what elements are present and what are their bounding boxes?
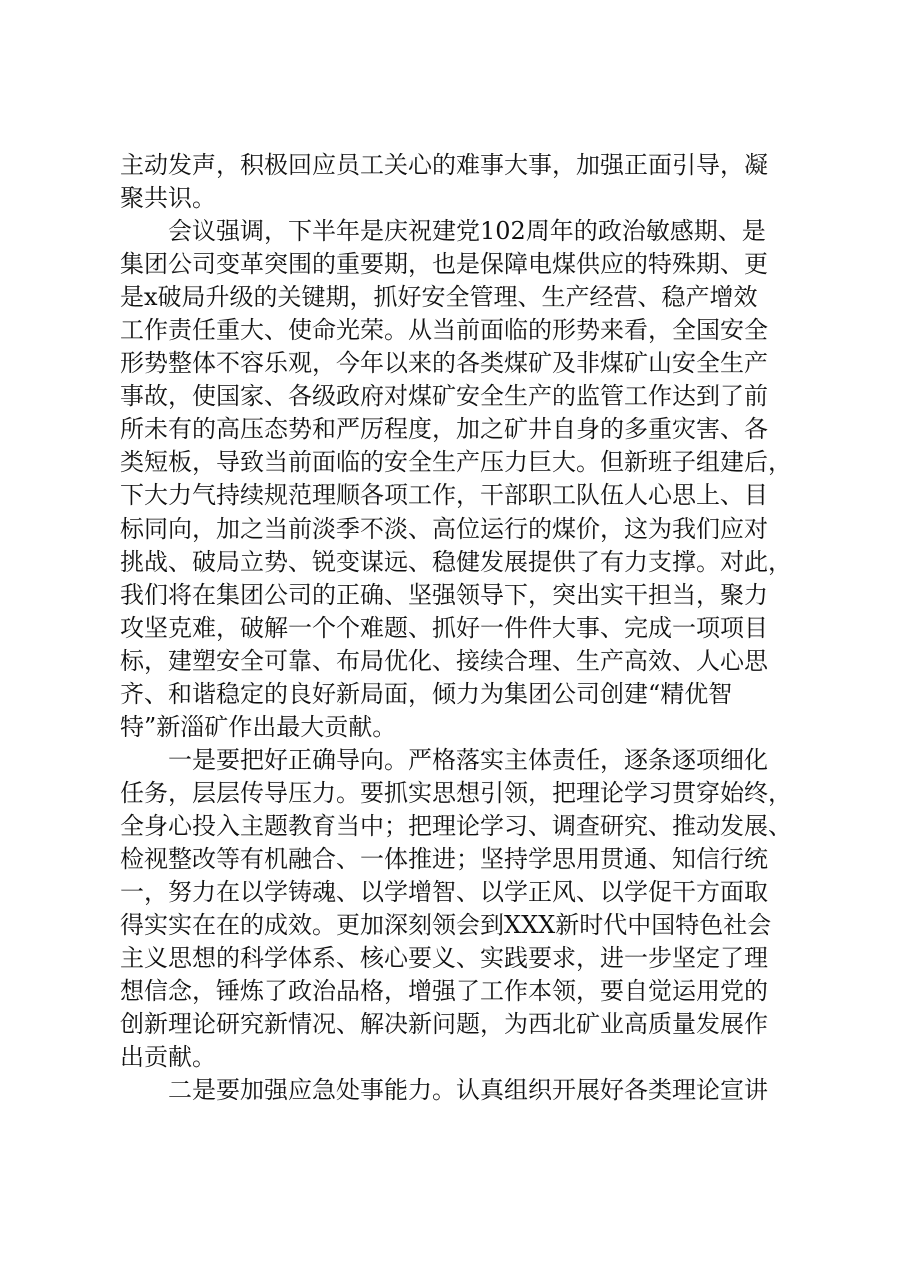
text-line: 工作责任重大、使命光荣。从当前面临的形势来看，全国安全 bbox=[120, 316, 768, 345]
text-line: 齐、和谐稳定的良好新局面，倾力为集团公司创建“精优智 bbox=[120, 679, 733, 708]
text-line: 一，努力在以学铸魂、以学增智、以学正风、以学促干方面取 bbox=[120, 878, 768, 907]
text-line: 得实实在在的成效。更加深刻领会到XXX新时代中国特色社会 bbox=[120, 911, 772, 940]
text-line: 下大力气持续规范理顺各项工作，干部职工队伍人心思上、目 bbox=[120, 481, 768, 510]
text-line: 挑战、破局立势、锐变谋远、稳健发展提供了有力支撑。对此， bbox=[120, 547, 792, 576]
text-line: 聚共识。 bbox=[120, 184, 216, 213]
text-line: 标，建塑安全可靠、布局优化、接续合理、生产高效、人心思 bbox=[120, 646, 768, 675]
text-line: 类短板，导致当前面临的安全生产压力巨大。但新班子组建后， bbox=[120, 448, 792, 477]
text-line: 一是要把好正确导向。严格落实主体责任，逐条逐项细化 bbox=[168, 745, 768, 774]
text-line: 形势整体不容乐观，今年以来的各类煤矿及非煤矿山安全生产 bbox=[120, 349, 768, 378]
text-line: 全身心投入主题教育当中；把理论学习、调查研究、推动发展、 bbox=[120, 811, 792, 840]
text-line: 集团公司变革突围的重要期，也是保障电煤供应的特殊期、更 bbox=[120, 250, 768, 279]
text-line: 出贡献。 bbox=[120, 1043, 216, 1072]
text-line: 主义思想的科学体系、核心要义、实践要求，进一步坚定了理 bbox=[120, 944, 768, 973]
text-line: 检视整改等有机融合、一体推进；坚持学思用贯通、知信行统 bbox=[120, 844, 768, 873]
text-line: 想信念，锤炼了政治品格，增强了工作本领，要自觉运用党的 bbox=[120, 977, 768, 1006]
text-line: 会议强调，下半年是庆祝建党102周年的政治敏感期、是 bbox=[168, 217, 766, 246]
text-line: 所未有的高压态势和严厉程度，加之矿井自身的多重灾害、各 bbox=[120, 415, 768, 444]
text-line: 标同向，加之当前淡季不淡、高位运行的煤价，这为我们应对 bbox=[120, 514, 768, 543]
text-line: 事故，使国家、各级政府对煤矿安全生产的监管工作达到了前 bbox=[120, 382, 768, 411]
text-line: 我们将在集团公司的正确、坚强领导下，突出实干担当，聚力 bbox=[120, 580, 768, 609]
text-line: 攻坚克难，破解一个个难题、抓好一件件大事、完成一项项目 bbox=[120, 613, 768, 642]
text-line: 二是要加强应急处事能力。认真组织开展好各类理论宣讲 bbox=[168, 1076, 768, 1105]
text-line: 任务，层层传导压力。要抓实思想引领，把理论学习贯穿始终， bbox=[120, 778, 792, 807]
text-line: 主动发声，积极回应员工关心的难事大事，加强正面引导，凝 bbox=[120, 151, 768, 179]
text-line: 特”新淄矿作出最大贡献。 bbox=[120, 712, 397, 741]
text-line: 创新理论研究新情况、解决新问题，为西北矿业高质量发展作 bbox=[120, 1010, 768, 1039]
document-body bbox=[120, 149, 792, 1107]
text-line: 是x破局升级的关键期，抓好安全管理、生产经营、稳产增效 bbox=[120, 283, 758, 312]
